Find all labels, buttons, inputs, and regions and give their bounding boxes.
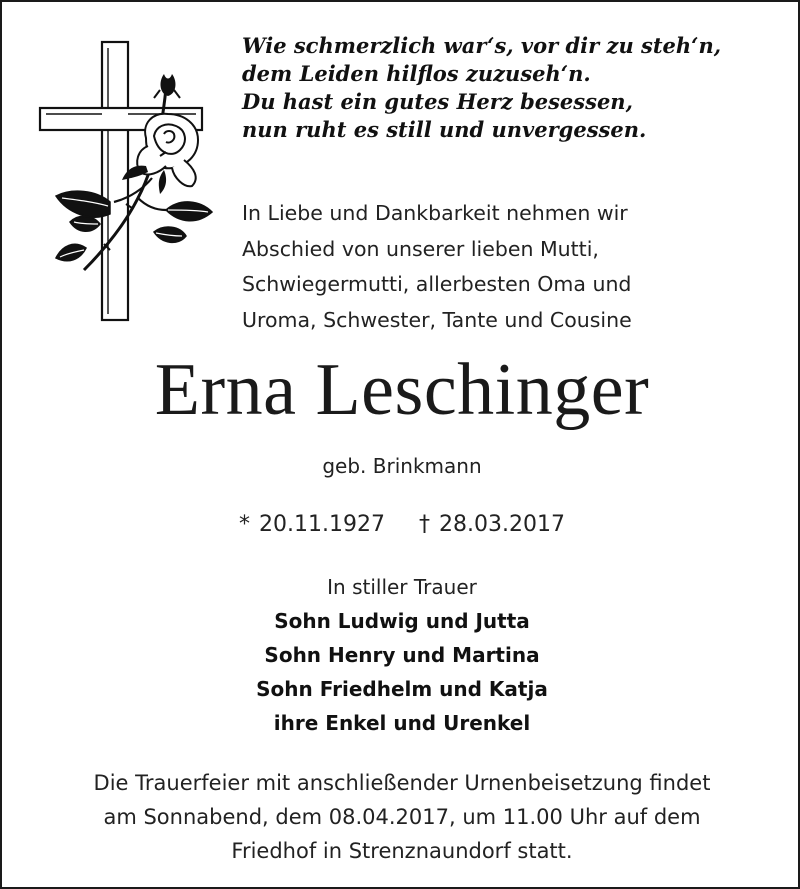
maiden-name: geb. Brinkmann <box>322 454 482 478</box>
poem <box>242 32 782 144</box>
funeral-service-info <box>2 766 800 868</box>
poem-line: Du hast ein gutes Herz besessen, <box>242 89 633 114</box>
service-line: Die Trauerfeier mit anschließender Urnenbeisetzung findet <box>93 771 711 795</box>
deceased-name: Erna Leschinger <box>154 349 650 431</box>
intro-text <box>242 196 787 338</box>
mourners-heading: In stiller Trauer <box>327 575 477 599</box>
cross-with-rose-icon <box>34 38 224 324</box>
birth-date: * 20.11.1927 <box>239 512 385 537</box>
mourners-block <box>2 570 800 740</box>
mourner-name: Sohn Henry und Martina <box>264 643 540 667</box>
mourner-name: Sohn Friedhelm und Katja <box>256 677 548 701</box>
intro-line: In Liebe und Dankbarkeit nehmen wir <box>242 201 628 225</box>
service-line: am Sonnabend, dem 08.04.2017, um 11.00 Uhr auf dem <box>103 805 701 829</box>
poem-line: dem Leiden hilflos zuzuseh‘n. <box>242 61 591 86</box>
mourner-name: Sohn Ludwig und Jutta <box>274 609 530 633</box>
intro-line: Schwiegermutti, allerbesten Oma und <box>242 272 632 296</box>
intro-line: Abschied von unserer lieben Mutti, <box>242 236 599 261</box>
death-date: † 28.03.2017 <box>419 512 565 537</box>
service-line: Friedhof in Strenznaundorf statt. <box>231 839 573 863</box>
intro-line: Uroma, Schwester, Tante und Cousine <box>242 307 632 332</box>
poem-line: nun ruht es still und unvergessen. <box>242 117 647 142</box>
poem-line: Wie schmerzlich war‘s, vor dir zu steh‘n, <box>242 33 722 58</box>
mourner-name: ihre Enkel und Urenkel <box>273 711 531 735</box>
life-dates <box>2 512 800 537</box>
